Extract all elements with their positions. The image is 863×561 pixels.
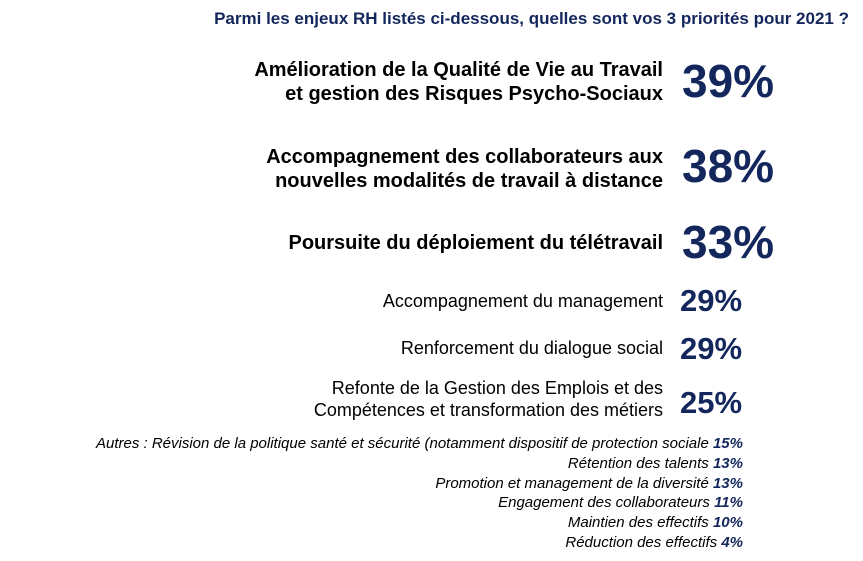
others-value: 4% — [721, 533, 743, 551]
priority-label-line: Amélioration de la Qualité de Vie au Travail — [254, 59, 663, 81]
others-item — [96, 474, 743, 494]
priority-value: 25% — [680, 385, 743, 420]
priority-label-line: Refonte de la Gestion des Emplois et des — [331, 378, 663, 398]
priority-value: 29% — [680, 283, 743, 318]
priority-label-line: Renforcement du dialogue social — [400, 338, 663, 358]
others-value: 10% — [712, 514, 743, 532]
others-item — [96, 454, 743, 474]
priority-label-line: et gestion des Risques Psycho-Sociaux — [285, 83, 663, 105]
others-label: Réduction des effectifs — [565, 533, 718, 551]
priority-label — [288, 231, 663, 255]
priority-label — [266, 145, 663, 193]
priority-value: 29% — [680, 331, 743, 366]
priority-label — [383, 290, 663, 312]
chart-title: Parmi les enjeux RH listés ci-dessous, quelles sont vos 3 priorités pour 2021 ? — [214, 9, 849, 28]
priority-value: 39% — [682, 55, 775, 107]
priority-label — [254, 58, 663, 106]
others-item — [96, 434, 743, 454]
priority-label-line: Accompagnement des collaborateurs aux — [266, 146, 663, 168]
priority-label-line: Accompagnement du management — [382, 291, 663, 311]
others-label: Promotion et management de la diversité — [435, 474, 709, 492]
others-value: 13% — [712, 474, 743, 492]
priority-label-line: Compétences et transformation des métiers — [313, 400, 663, 420]
others-label: Engagement des collaborateurs — [498, 494, 710, 512]
others-label: Maintien des effectifs — [567, 514, 709, 532]
others-value: 11% — [714, 494, 743, 512]
others-value: 13% — [712, 454, 743, 472]
others-item — [96, 533, 743, 553]
priority-value: 33% — [682, 216, 775, 268]
priority-label-line: Poursuite du déploiement du télétravail — [288, 232, 663, 254]
others-item — [96, 493, 743, 513]
others-list — [96, 434, 743, 553]
others-label: Autres : Révision de la politique santé et sécurité (notamment dispositif de protection sociale — [95, 435, 709, 452]
priority-label — [401, 337, 663, 359]
priority-label-line: nouvelles modalités de travail à distance — [275, 170, 663, 192]
priority-value: 38% — [682, 140, 775, 192]
priority-label — [314, 377, 663, 421]
others-label: Rétention des talents — [567, 454, 709, 472]
others-item — [96, 513, 743, 533]
others-value: 15% — [712, 435, 743, 452]
